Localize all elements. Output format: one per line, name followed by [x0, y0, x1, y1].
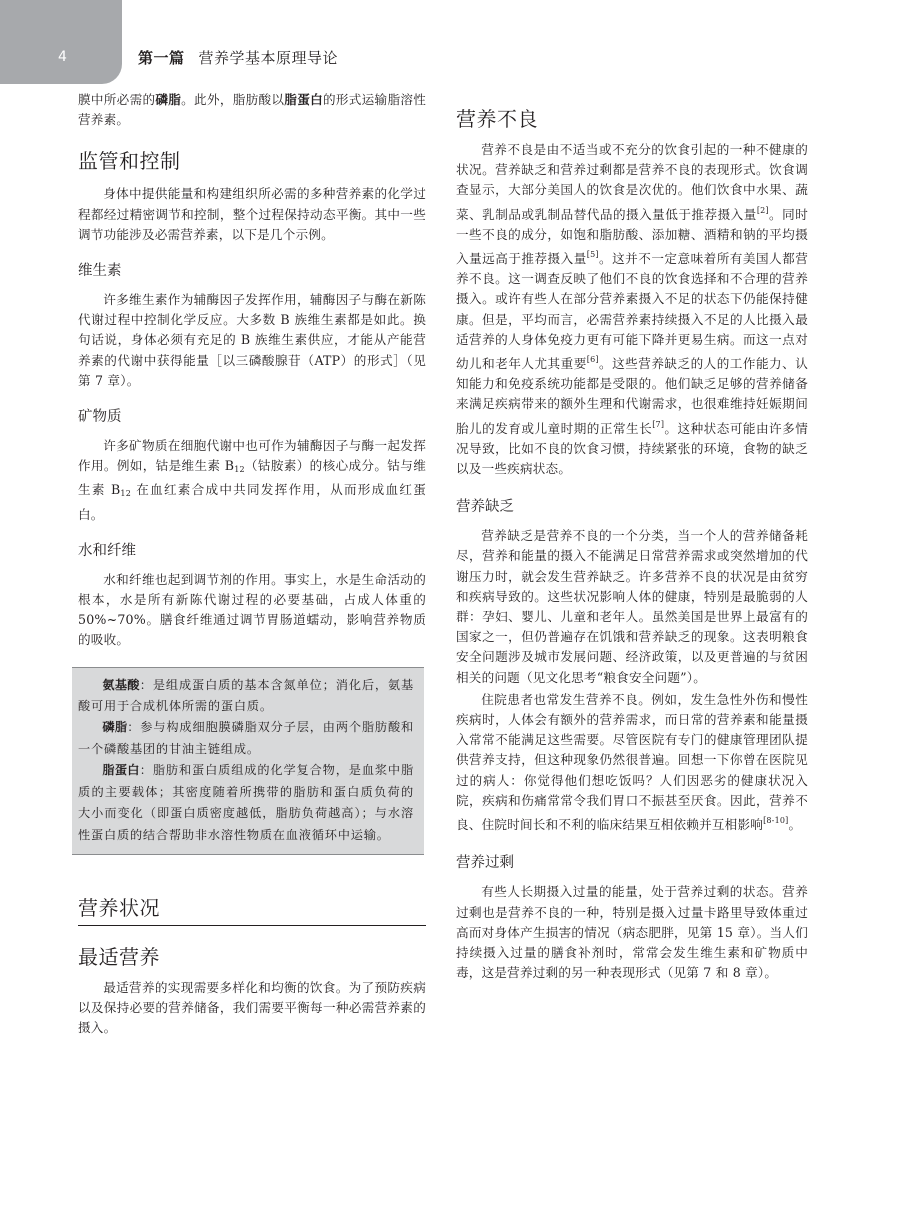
citation: [7] — [652, 419, 665, 429]
vitamins-paragraph: 许多维生素作为辅酶因子发挥作用，辅酶因子与酶在新陈代谢过程中控制化学反应。大多数 B 族维生素都是如此。换句话说，身体必须有充足的 B 族维生素供应，才能从产能营养素的代谢中获得能量［以三磷酸腺苷（ATP）的形式］（见第 7 章）。 — [78, 292, 426, 388]
glossary-entry: 氨基酸：是组成蛋白质的基本含氮单位；消化后，氨基酸可用于合成机体所需的蛋白质。 — [78, 677, 414, 714]
citation: [6] — [586, 355, 599, 365]
glossary-box — [72, 667, 424, 855]
subheading-overnutrition: 营养过剩 — [456, 855, 514, 872]
section-heading-malnutrition: 营养不良 — [456, 107, 538, 131]
term-phospholipid: 磷脂 — [155, 92, 182, 107]
subheading-minerals: 矿物质 — [78, 409, 122, 426]
section-heading-regulation: 监管和控制 — [78, 149, 181, 174]
glossary-term: 脂蛋白 — [102, 763, 140, 778]
part-title: 营养学基本原理导论 — [198, 49, 339, 67]
part-label: 第一篇 — [138, 49, 185, 67]
glossary-entry: 磷脂：参与构成细胞膜磷脂双分子层，由两个脂肪酸和一个磷酸基团的甘油主链组成。 — [78, 720, 414, 756]
subheading-water-fiber: 水和纤维 — [78, 542, 136, 559]
page-tab — [0, 0, 122, 84]
glossary-entry: 脂蛋白：脂肪和蛋白质组成的化学复合物，是血浆中脂质的主要载体；其密度随着所携带的脂肪和蛋白质负荷的大小而变化（即蛋白质密度越低，脂肪负荷越高）；与水溶性蛋白质的结合帮助非水溶性物质在血液循环中运输。 — [78, 763, 414, 842]
citation: [8-10] — [763, 816, 789, 826]
hospital-malnutrition-paragraph: 住院患者也常发生营养不良。例如，发生急性外伤和慢性疾病时，人体会有额外的营养需求，而日常的营养素和能量摄入常常不能满足这些需要。尽管医院有专门的健康管理团队提供营养支持，但这种现象仍然很普遍。回想一下你曾在医院见过的病人：你觉得他们想吃饭吗？人们因恶劣的健康状况入院，疾病和伤痛常常令我们胃口不振甚至厌食。因此，营养不良、住院时间长和不利的临床结果互相依赖并互相影响[8-10]。 — [456, 691, 808, 833]
malnutrition-paragraph: 营养不良是由不适当或不充分的饮食引起的一种不健康的状况。营养缺乏和营养过剩都是营养不良的表现形式。饮食调查显示，大部分美国人的饮食是次优的。他们饮食中水果、蔬菜、乳制品或乳制品替代品的摄入量低于推荐摄入量[2]。同时一些不良的成分，如饱和脂肪酸、添加糖、酒精和钠的平均摄入量远高于推荐摄入量[5]。这并不一定意味着所有美国人都营养不良。这一调查反映了他们不良的饮食选择和不合理的营养摄入。或许有些人在部分营养素摄入不足的状态下仍能保持健康。但是，平均而言，必需营养素持续摄入不足的人比摄入最适营养的人身体免疫力更有可能下降并更易生病。而这一点对幼儿和老年人尤其重要[6]。这些营养缺乏的人的工作能力、认知能力和免疫系统功能都是受限的。他们缺乏足够的营养储备来满足疾病带来的额外生理和代谢需求，也很难维持妊娠期间胎儿的发育或儿童时期的正常生长[7]。这种状态可能由许多情况导致，比如不良的饮食习惯，持续紧张的环境，食物的缺乏以及一些疾病状态。 — [456, 142, 809, 477]
citation: [5] — [586, 250, 599, 260]
regulation-paragraph: 身体中提供能量和构建组织所必需的多种营养素的化学过程都经过精密调节和控制，整个过程保持动态平衡。其中一些调节功能涉及必需营养素，以下是几个示例。 — [78, 186, 426, 242]
chapter-section-heading: 营养状况 — [78, 895, 426, 926]
overnutrition-paragraph: 有些人长期摄入过量的能量，处于营养过剩的状态。营养过剩也是营养不良的一种，特别是摄入过量卡路里导致体重过高而对身体产生损害的情况（病态肥胖，见第 15 章）。当人们持续摄入过量的膳食补剂时，常常会发生维生素和矿物质中毒，这是营养过剩的另一种表现形式（见第 7 和 8 章）。 — [456, 884, 808, 981]
water-fiber-paragraph: 水和纤维也起到调节剂的作用。事实上，水是生命活动的根本，水是所有新陈代谢过程的必要基础，占成人体重的 50%~70%。膳食纤维通过调节胃肠道蠕动，影响营养物质的吸收。 — [78, 571, 426, 648]
citation: [2] — [756, 205, 769, 215]
intro-paragraph: 膜中所必需的磷脂。此外，脂肪酸以脂蛋白的形式运输脂溶性营养素。 — [78, 92, 427, 128]
glossary-term: 氨基酸 — [102, 677, 140, 692]
glossary-term: 磷脂 — [102, 720, 128, 735]
term-lipoprotein: 脂蛋白 — [284, 92, 323, 107]
subheading-vitamins: 维生素 — [78, 263, 122, 280]
left-column — [78, 90, 426, 1039]
right-column — [456, 106, 808, 983]
minerals-paragraph: 许多矿物质在细胞代谢中也可作为辅酶因子与酶一起发挥作用。例如，钴是维生素 $B_{12}$（钴胺素）的核心成分。钴与维生素 $B_{12}$ 在血红素合成中共同发挥作用，从而形成血红蛋白。 — [78, 438, 426, 522]
undernutrition-paragraph: 营养缺乏是营养不良的一个分类，当一个人的营养储备耗尽，营养和能量的摄入不能满足日常营养需求或突然增加的代谢压力时，就会发生营养缺乏。许多营养不良的状况是由贫穷和疾病导致的。这些状况影响人体的健康，特别是最脆弱的人群：孕妇、婴儿、儿童和老年人。虽然美国是世界上最富有的国家之一，但仍普遍存在饥饿和营养缺乏的现象。这表明粮食安全问题涉及城市发展问题、经济政策，以及更普遍的与贫困相关的问题（见文化思考“粮食安全问题”）。 — [456, 528, 808, 685]
subheading-undernutrition: 营养缺乏 — [456, 499, 514, 516]
section-heading-optimal: 最适营养 — [78, 944, 160, 969]
page-number: 4 — [58, 49, 67, 65]
optimal-paragraph: 最适营养的实现需要多样化和均衡的饮食。为了预防疾病以及保持必要的营养储备，我们需要平衡每一种必需营养素的摄入。 — [78, 979, 426, 1036]
running-header — [138, 47, 338, 68]
